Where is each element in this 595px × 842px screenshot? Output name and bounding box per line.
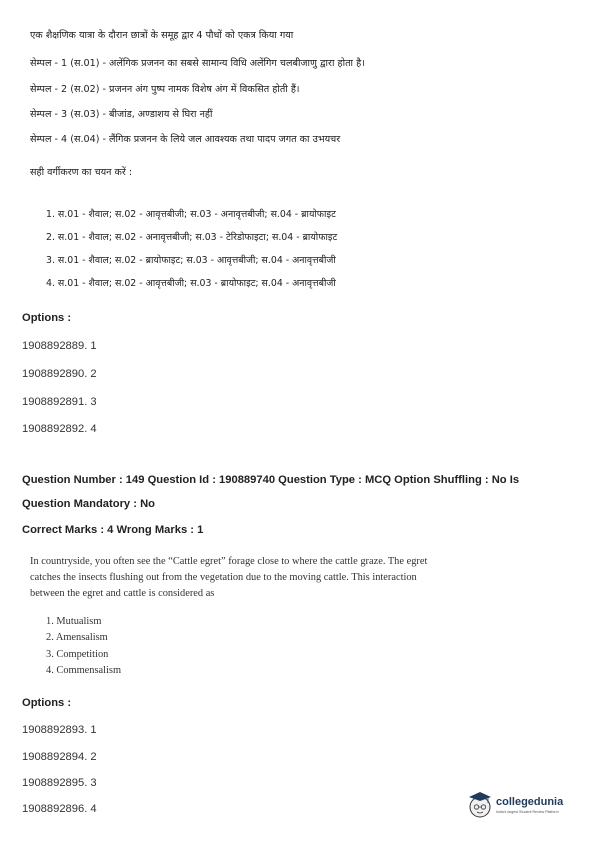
choice-4: 4. Commensalism — [46, 665, 122, 676]
option-id-3: 1908892891. 3 — [22, 396, 97, 408]
choice-4: 4. स.01 - शैवाल; स.02 - आवृत्तबीजी; स.03 - ब्रायोफाइट; स.04 - अनावृत्तबीजी — [46, 278, 336, 289]
question-header: Question Number : 149 Question Id : 190889740 Question Type : MCQ Option Shuffling : No Is — [22, 474, 520, 486]
option-id-4: 1908892896. 4 — [22, 803, 97, 815]
question-intro: एक शैक्षणिक यात्रा के दौरान छात्रों के समूह द्वार 4 पौधों को एकत्र किया गया — [30, 30, 294, 41]
sample-1: सेम्पल - 1 (स.01) - अलेंगिक प्रजनन का सबसे सामान्य विधि अलेंगिग चलबीजाणु द्वारा होता है। — [30, 58, 365, 69]
sample-3: सेम्पल - 3 (स.03) - बीजांड, अण्डाशय से घिरा नहीं — [30, 109, 213, 120]
option-id-1: 1908892893. 1 — [22, 724, 97, 736]
option-id-1: 1908892889. 1 — [22, 340, 97, 352]
sample-2: सेम्पल - 2 (स.02) - प्रजनन अंग पुष्प नामक विशेष अंग में विकसित होती हैं। — [30, 84, 300, 95]
brand-tagline: India's largest Student Review Platform — [496, 810, 559, 814]
choice-1: 1. स.01 - शैवाल; स.02 - आवृत्तबीजी; स.03 - अनावृत्तबीजी; स.04 - ब्रायोफाइट — [46, 209, 336, 220]
choice-1: 1. Mutualism — [46, 616, 102, 627]
option-id-2: 1908892890. 2 — [22, 368, 97, 380]
option-id-3: 1908892895. 3 — [22, 777, 97, 789]
choice-2: 2. स.01 - शैवाल; स.02 - अनावृत्तबीजी; स.03 - टेरिडोफाइटा; स.04 - ब्रायोफाइट — [46, 232, 338, 243]
option-id-2: 1908892894. 2 — [22, 751, 97, 763]
choice-3: 3. Competition — [46, 649, 109, 660]
options-label: Options : — [22, 697, 72, 709]
options-label: Options : — [22, 312, 72, 324]
choice-3: 3. स.01 - शैवाल; स.02 - ब्रायोफाइट; स.03 - आवृत्तबीजी; स.04 - अनावृत्तबीजी — [46, 255, 336, 266]
sample-4: सेम्पल - 4 (स.04) - लैंगिक प्रजनन के लिये जल आवश्यक तथा पादप जगत का उभयचर — [30, 134, 341, 145]
option-id-4: 1908892892. 4 — [22, 423, 97, 435]
question-prompt: सही वर्गीकरण का चयन करें : — [30, 167, 133, 178]
question-mandatory: Question Mandatory : No — [22, 498, 156, 510]
brand-name: collegedunia — [496, 796, 564, 808]
question-marks: Correct Marks : 4 Wrong Marks : 1 — [22, 524, 204, 536]
choice-2: 2. Amensalism — [46, 632, 108, 643]
question-text: In countryside, you often see the “Cattle egret” forage close to where the cattle graze. The egret catches the insects flushing out from the vegetation due to the moving cattle. This interaction between the egret and cattle is considered as — [30, 556, 428, 599]
